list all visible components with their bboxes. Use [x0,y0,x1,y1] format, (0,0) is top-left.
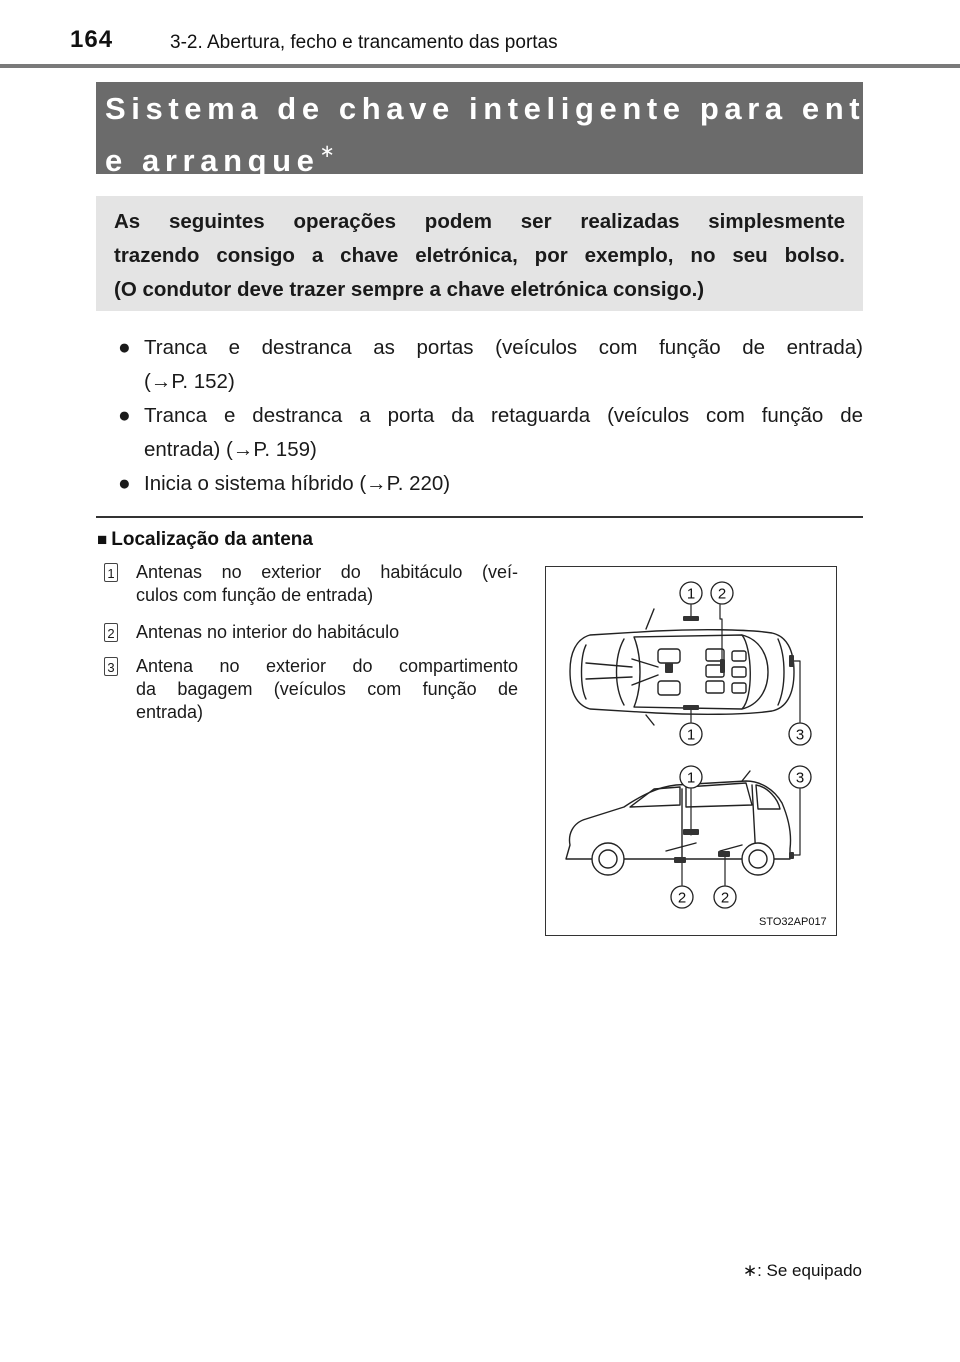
section-divider [96,516,863,518]
title-line-2-text: e arranque [105,143,320,178]
item-line: Antena no exterior do compartimento [136,656,518,676]
intro-box [96,196,863,311]
bullet-item [118,331,863,399]
antenna-item-1 [104,561,518,607]
bullet-line: (→P. 152) [144,370,235,393]
item-number: 2 [104,623,118,642]
item-line: entrada) [136,702,204,722]
header-rule [0,64,960,68]
callout-label: 1 [686,726,696,744]
intro-line-3: (O condutor deve trazer sempre a chave eletrónica consigo.) [114,278,705,301]
footnote-text: : Se equipado [757,1261,862,1280]
bullet-line: entrada) (→P. 159) [144,438,317,461]
bullet-item [118,399,863,467]
car-top-view [570,609,794,725]
figure-code: STO32AP017 [759,916,827,928]
callout-label: 3 [795,726,805,744]
footnote-mark: ∗ [742,1261,758,1280]
callout-label: 1 [686,769,696,787]
callout-label: 2 [720,889,730,907]
chapter-title: 3-2. Abertura, fecho e trancamento das portas [170,32,558,53]
item-line: culos com função de entrada) [136,585,374,605]
item-number: 1 [104,563,118,582]
bullet-line: Tranca e destranca as portas (veículos com função de entrada) [144,336,863,359]
item-line: Antenas no exterior do habitáculo (veí- [136,562,518,582]
bullet-item [118,467,863,501]
footnote [743,1261,862,1281]
antenna-location-figure [545,566,837,936]
page-number: 164 [70,26,114,53]
antenna-item-3 [104,655,518,724]
callout-label: 2 [717,585,727,603]
callout-label: 2 [677,889,687,907]
section-title [97,529,313,551]
callout-label: 1 [686,585,696,603]
antenna-item-2 [104,621,518,644]
item-number: 3 [104,657,118,676]
intro-line-2: trazendo consigo a chave eletrónica, por exemplo, no seu bolso. [114,244,845,267]
title-banner [96,82,954,178]
bullet-line: Inicia o sistema híbrido (→P. 220) [144,472,451,495]
car-diagram [546,567,838,937]
bullet-dot: ● [118,472,131,495]
bullet-dot: ● [118,404,131,427]
item-line: da bagagem (veículos com função de [136,679,518,699]
title-line-1: Sistema de chave inteligente para entrada [105,91,954,126]
callout-label: 3 [795,769,805,787]
section-title-text: Localização da antena [111,529,313,550]
item-line: Antenas no interior do habitáculo [136,622,400,642]
section-marker: ■ [97,530,108,549]
title-line-2 [105,130,855,182]
intro-line-1: As seguintes operações podem ser realizadas simplesmente [114,210,845,233]
optional-equipment-mark: ∗ [319,141,335,161]
bullet-line: Tranca e destranca a porta da retaguarda (veículos com função de [144,404,863,427]
bullet-dot: ● [118,336,131,359]
